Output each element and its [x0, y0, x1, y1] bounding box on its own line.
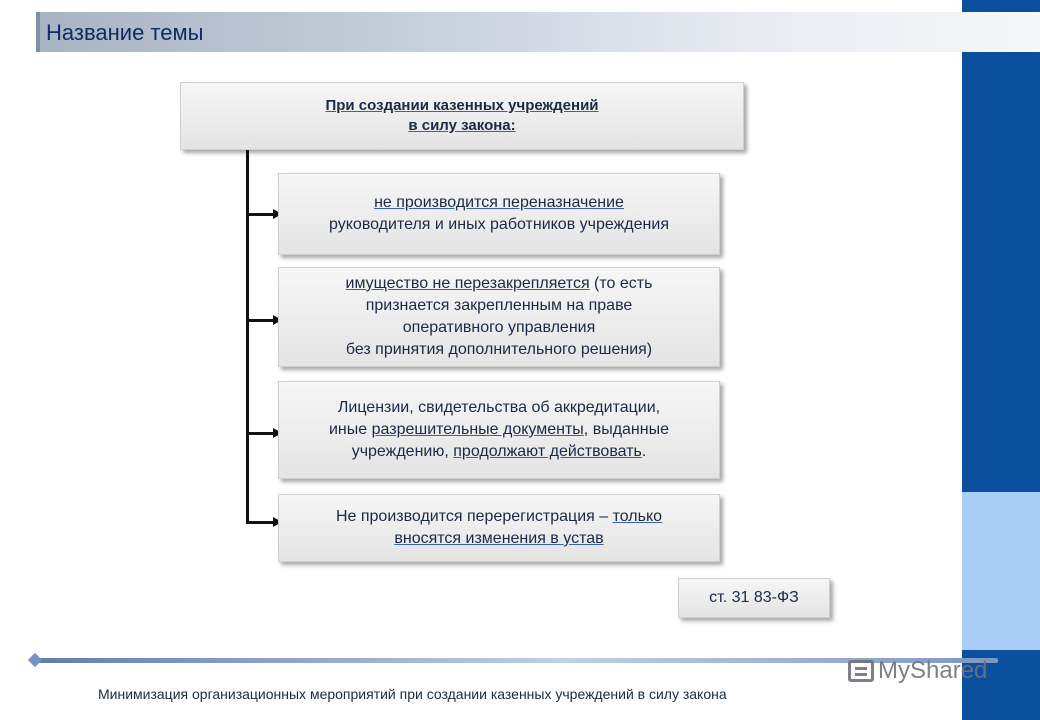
watermark-logo [848, 657, 987, 685]
connector-arrow-2 [246, 319, 274, 322]
footer-caption: Минимизация организационных мероприятий при создании казенных учреждений в силу закона [98, 686, 727, 702]
item-3-text-2a: иные [328, 421, 372, 438]
connector-arrow-3 [246, 432, 274, 435]
item-box-4 [278, 494, 720, 562]
right-accent-stripe [962, 0, 1040, 720]
connector-trunk [246, 150, 249, 524]
reference-text: ст. 31 83-ФЗ [709, 589, 799, 606]
item-3-text-1: Лицензии, свидетельства об аккредитации, [337, 399, 661, 416]
item-2-underlined: имущество не перезакрепляется [345, 275, 590, 292]
item-4-text-1: Не производится перерегистрация – [335, 508, 613, 525]
item-3-text-3b: . [641, 443, 647, 460]
root-line-1: При создании казенных учреждений [325, 97, 599, 114]
divider-diamond [28, 653, 42, 667]
item-3-underlined-1: разрешительные документы [371, 421, 584, 438]
root-line-2: в силу закона: [408, 117, 516, 134]
right-accent-stripe-light [962, 492, 1040, 650]
item-2-text-2: признается закрепленным на праве [365, 297, 633, 314]
watermark-text: MyShared [878, 657, 988, 684]
item-box-2 [278, 267, 720, 367]
item-3-text-3a: учреждению, [351, 443, 454, 460]
item-2-text-4: без принятия дополнительного решения) [345, 341, 653, 358]
item-1-underlined: не производится переназначение [374, 194, 624, 211]
item-box-1 [278, 173, 720, 255]
item-2-text-1: (то есть [589, 275, 653, 292]
item-1-text: руководителя и иных работников учреждения [329, 216, 669, 233]
item-3-underlined-2: продолжают действовать [453, 443, 642, 460]
item-4-underlined-2: вносятся изменения в устав [394, 530, 604, 547]
watermark-icon [848, 660, 874, 682]
item-2-text-3: оперативного управления [402, 319, 596, 336]
root-box [180, 82, 744, 150]
item-4-underlined-1: только [612, 508, 663, 525]
connector-arrow-1 [246, 213, 274, 216]
item-box-3 [278, 381, 720, 479]
reference-box [678, 578, 830, 618]
connector-arrow-4 [246, 521, 274, 524]
item-3-text-2b: , выданные [583, 421, 669, 438]
slide-title: Название темы [46, 20, 204, 45]
